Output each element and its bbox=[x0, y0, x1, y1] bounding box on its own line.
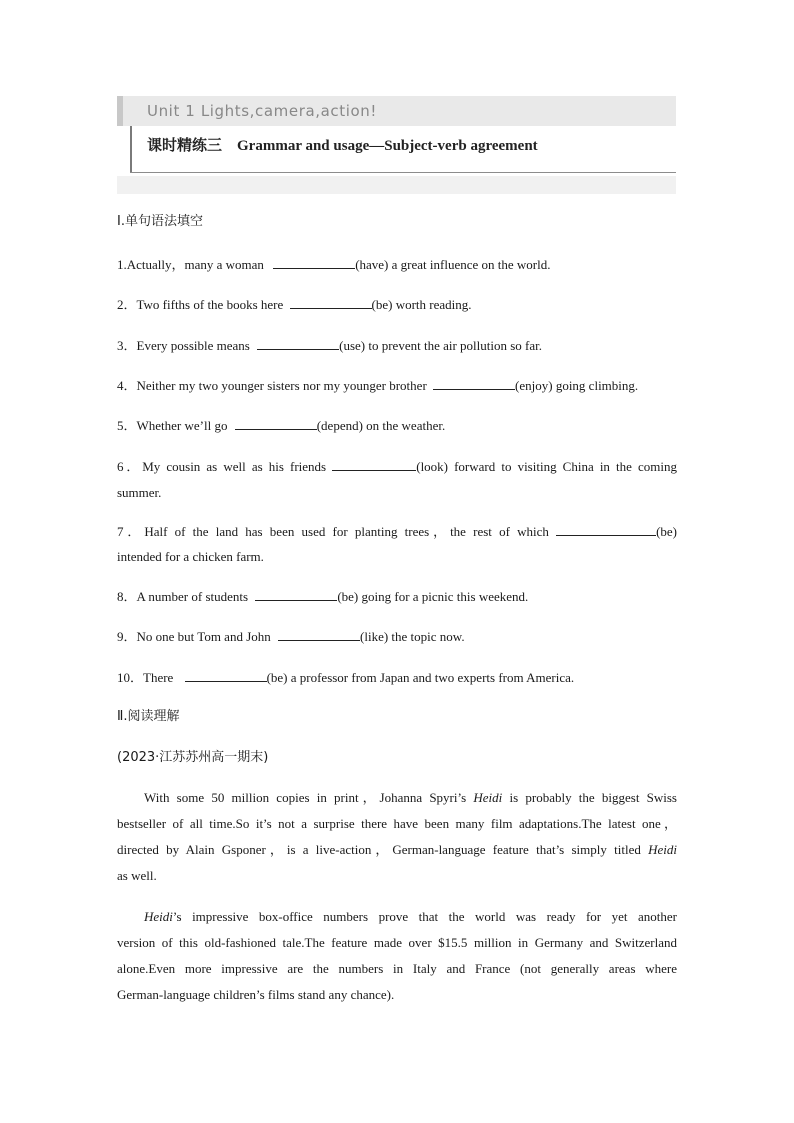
answer-blank-3[interactable] bbox=[257, 336, 339, 350]
question-7 bbox=[117, 522, 677, 541]
section-title-reading: Ⅱ.阅读理解 bbox=[117, 709, 180, 724]
header-bottom-bar bbox=[117, 176, 676, 194]
question-8 bbox=[117, 587, 528, 606]
question-5-text: 5．Whether we’ll go bbox=[117, 418, 228, 433]
paragraph-2-line-2: version of this old-fashioned tale.The feature made over $15.5 million in Germany and Switzerland bbox=[117, 935, 677, 950]
question-9-text: 9．No one but Tom and John bbox=[117, 629, 271, 644]
question-6 bbox=[117, 457, 677, 476]
passage-paragraph-2 bbox=[117, 904, 677, 1008]
question-8-text: 8．A number of students bbox=[117, 589, 249, 604]
question-4-text: 4．Neither my two younger sisters nor my younger brother bbox=[117, 378, 427, 393]
question-7-hint: (be) bbox=[656, 524, 677, 539]
paragraph-1-line-2: bestseller of all time.So it’s not a surprise there have been many film adaptations.The latest one， bbox=[117, 816, 677, 831]
answer-blank-6[interactable] bbox=[332, 457, 416, 471]
paragraph-2-line-4: German-language children’s films stand any chance). bbox=[117, 987, 395, 1002]
paragraph-1-line-4: as well. bbox=[117, 868, 157, 883]
answer-blank-8[interactable] bbox=[255, 587, 337, 601]
question-6-line-1 bbox=[117, 457, 677, 476]
header bbox=[117, 96, 676, 194]
question-3-text: 3．Every possible means bbox=[117, 338, 250, 353]
answer-blank-1[interactable] bbox=[273, 255, 355, 269]
question-6-text: 6．My cousin as well as his friends bbox=[117, 459, 327, 474]
title-box bbox=[117, 126, 676, 164]
question-3 bbox=[117, 336, 542, 355]
paragraph-1-line-3-text: directed by Alain Gsponer，is a live-action，German-language feature that’s simply titled bbox=[117, 842, 649, 857]
question-7-cont: intended for a chicken farm. bbox=[117, 549, 264, 564]
unit-bar-accent bbox=[117, 96, 123, 126]
unit-bar bbox=[117, 96, 676, 126]
paragraph-1-line-1-text: With some 50 million copies in print，Johanna Spyri’s bbox=[144, 790, 474, 805]
question-2-hint: (be) worth reading. bbox=[371, 297, 472, 312]
question-5 bbox=[117, 416, 445, 435]
question-4-hint: (enjoy) going climbing. bbox=[515, 378, 639, 393]
answer-blank-2[interactable] bbox=[290, 295, 372, 309]
passage-paragraph-1 bbox=[117, 785, 677, 889]
answer-blank-4[interactable] bbox=[433, 376, 515, 390]
question-10 bbox=[117, 668, 574, 687]
question-7-text: 7．Half of the land has been used for planting trees，the rest of which bbox=[117, 524, 549, 539]
question-9-hint: (like) the topic now. bbox=[360, 629, 465, 644]
question-1-hint: (have) a great influence on the world. bbox=[355, 257, 551, 272]
film-title-heidi: Heidi bbox=[648, 842, 677, 857]
book-title-heidi: Heidi bbox=[473, 790, 503, 805]
section-title-grammar: Ⅰ.单句语法填空 bbox=[117, 214, 203, 229]
title-rule-horizontal bbox=[130, 172, 676, 173]
answer-blank-7[interactable] bbox=[556, 522, 656, 536]
question-1-text: 1.Actually，many a woman bbox=[117, 257, 264, 272]
answer-blank-10[interactable] bbox=[185, 668, 267, 682]
question-6-hint: (look) forward to visiting China in the coming bbox=[416, 459, 678, 474]
paragraph-1-line-1 bbox=[117, 785, 677, 811]
question-5-hint: (depend) on the weather. bbox=[316, 418, 446, 433]
question-7-line-1 bbox=[117, 522, 677, 541]
paragraph-1-line-1-end: is probably the biggest Swiss bbox=[502, 790, 677, 805]
film-title-heidi-2: Heidi bbox=[144, 909, 173, 924]
unit-label: Unit 1 Lights,camera,action! bbox=[147, 102, 378, 120]
question-3-hint: (use) to prevent the air pollution so far. bbox=[339, 338, 543, 353]
answer-blank-9[interactable] bbox=[278, 627, 360, 641]
question-10-text: 10．There bbox=[117, 670, 174, 685]
question-9 bbox=[117, 627, 465, 646]
passage-source: (2023·江苏苏州高一期末) bbox=[117, 750, 269, 765]
question-4 bbox=[117, 376, 638, 395]
paragraph-1-line-3 bbox=[117, 837, 677, 863]
question-6-cont: summer. bbox=[117, 485, 162, 500]
paragraph-2-line-1-text: ’s impressive box-office numbers prove that the world was ready for yet another bbox=[172, 909, 677, 924]
question-10-hint: (be) a professor from Japan and two experts from America. bbox=[266, 670, 575, 685]
answer-blank-5[interactable] bbox=[235, 416, 317, 430]
question-8-hint: (be) going for a picnic this weekend. bbox=[337, 589, 529, 604]
question-2-text: 2．Two fifths of the books here bbox=[117, 297, 284, 312]
page-title: 课时精练三 Grammar and usage—Subject-verb agreement bbox=[147, 138, 538, 154]
question-2 bbox=[117, 295, 472, 314]
paragraph-2-line-1 bbox=[117, 904, 677, 930]
question-1 bbox=[117, 255, 550, 274]
paragraph-2-line-3: alone.Even more impressive are the numbers in Italy and France (not generally areas where bbox=[117, 961, 677, 976]
title-rule-vertical bbox=[130, 126, 132, 172]
